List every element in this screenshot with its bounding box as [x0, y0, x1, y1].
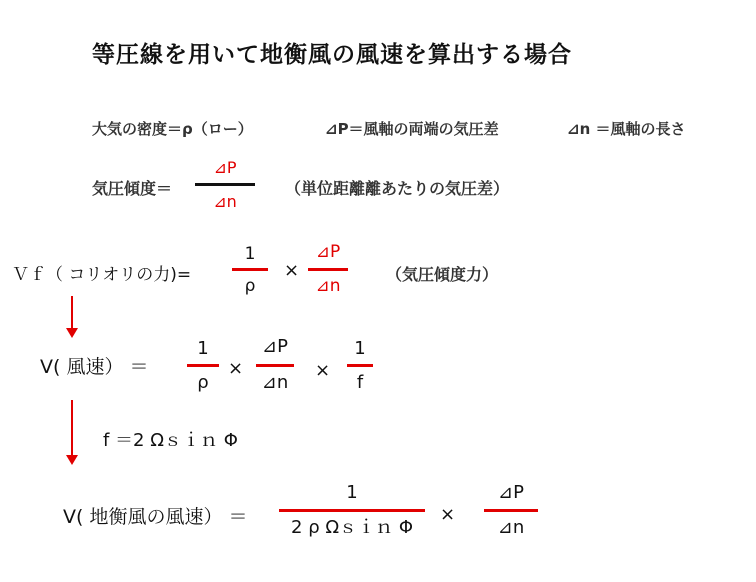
delta-n-definition: ⊿n ＝風軸の長さ — [567, 120, 686, 138]
wind-speed-frac1-bar — [187, 364, 219, 367]
geostrophic-frac2-numerator: ⊿P — [498, 482, 524, 503]
wind-speed-label: V( 風速） ＝ — [40, 356, 149, 378]
page-title: 等圧線を用いて地衡風の風速を算出する場合 — [92, 42, 572, 68]
coriolis-frac1-denominator: ρ — [244, 276, 256, 296]
coriolis-label: Ｖｆ（ コリオリの力)= — [12, 265, 192, 285]
wind-speed-times-1: × — [228, 358, 244, 379]
geostrophic-wind-label: V( 地衡風の風速） ＝ — [63, 506, 248, 528]
geostrophic-frac2-bar — [484, 509, 538, 512]
wind-speed-frac3-bar — [347, 364, 373, 367]
gradient-note: （単位距離離あたりの気圧差） — [285, 179, 510, 198]
coriolis-times: × — [284, 260, 300, 281]
geostrophic-frac2-denominator: ⊿n — [497, 517, 525, 538]
coriolis-frac1-bar — [232, 268, 268, 271]
wind-speed-frac2-bar — [256, 364, 294, 367]
coriolis-frac2-numerator: ⊿P — [315, 242, 341, 262]
wind-speed-times-2: × — [315, 360, 331, 381]
geostrophic-times: × — [440, 504, 456, 525]
gradient-denominator: ⊿n — [213, 192, 237, 211]
coriolis-frac2-denominator: ⊿n — [315, 276, 341, 296]
geostrophic-frac1-numerator: 1 — [346, 482, 358, 503]
wind-speed-frac1-numerator: 1 — [197, 338, 209, 359]
coriolis-parameter-definition: f ＝2 Ωｓｉｎ Φ — [103, 430, 238, 451]
delta-p-definition: ⊿P＝風軸の両端の気圧差 — [325, 120, 499, 138]
coriolis-frac1-numerator: 1 — [244, 244, 256, 264]
wind-speed-frac3-numerator: 1 — [354, 338, 366, 359]
gradient-numerator: ⊿P — [213, 158, 237, 177]
geostrophic-frac1-denominator: 2 ρ Ωｓｉｎ Φ — [291, 517, 413, 538]
wind-speed-frac2-denominator: ⊿n — [261, 372, 289, 393]
density-definition: 大気の密度＝ρ（ロー） — [92, 120, 253, 138]
coriolis-frac2-bar — [308, 268, 348, 271]
wind-speed-frac3-denominator: f — [356, 372, 364, 393]
gradient-fraction-bar — [195, 183, 255, 186]
wind-speed-frac1-denominator: ρ — [197, 372, 209, 393]
geostrophic-frac1-bar — [279, 509, 425, 512]
gradient-label: 気圧傾度＝ — [92, 179, 173, 198]
wind-speed-frac2-numerator: ⊿P — [262, 336, 288, 357]
coriolis-note: （気圧傾度力） — [386, 265, 499, 284]
